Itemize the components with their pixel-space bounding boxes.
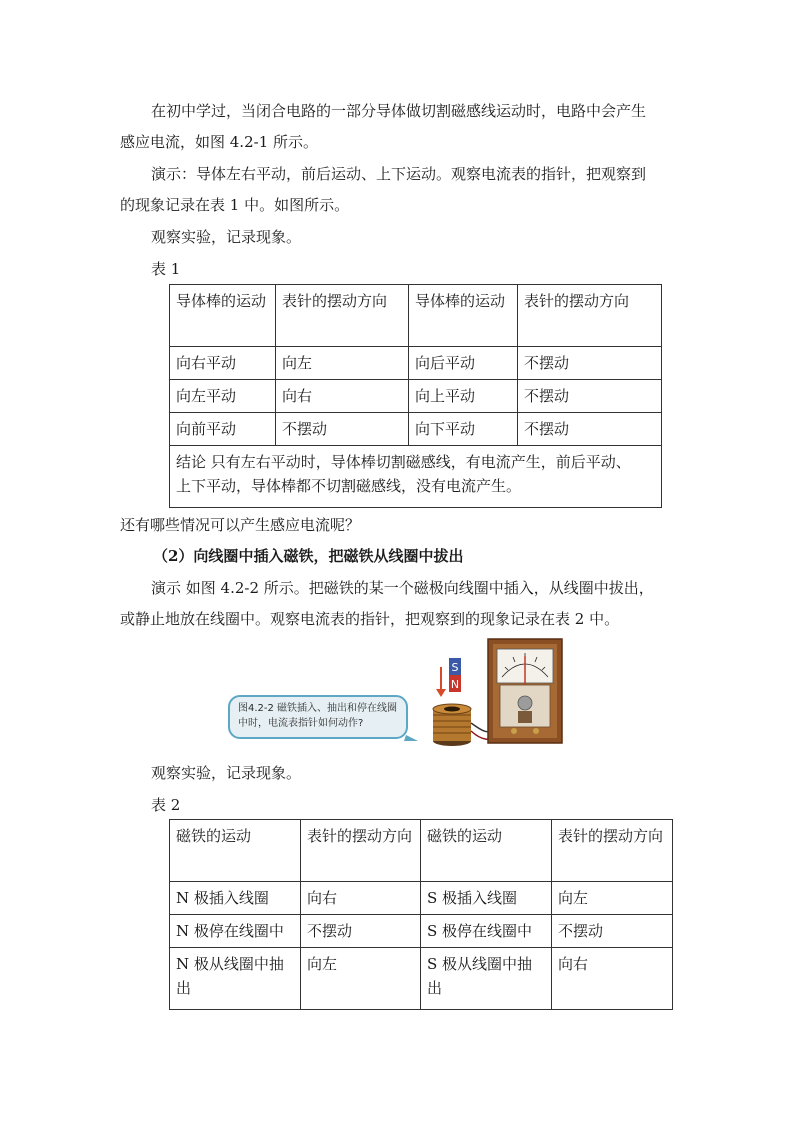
caption-tail (404, 735, 418, 741)
demo1-line-1: 演示：导体左右平动，前后运动、上下运动。观察电流表的指针，把观察到 (151, 165, 647, 183)
table-cell: 向后平动 (409, 347, 518, 380)
table-row (170, 380, 662, 413)
table-header-cell: 表针的摆动方向 (276, 285, 409, 347)
table-cell: N 极插入线圈 (170, 882, 301, 915)
observe-text-2: 观察实验，记录现象。 (151, 764, 302, 782)
bar-magnet (449, 658, 461, 692)
intro-line-2: 感应电流，如图 4.2-1 所示。 (120, 133, 319, 151)
table-row (170, 915, 673, 948)
table-conclusion-cell (170, 446, 662, 508)
table-cell: 向前平动 (170, 413, 276, 446)
table-cell: 向左 (276, 347, 409, 380)
table-cell: 向右 (276, 380, 409, 413)
table-cell: N 极停在线圈中 (170, 915, 301, 948)
table-cell: 不摆动 (301, 915, 421, 948)
coil (433, 704, 471, 746)
demo2-line-1: 演示 如图 4.2-2 所示。把磁铁的某一个磁极向线圈中插入，从线圈中拔出， (151, 579, 654, 597)
table-header-row (170, 820, 673, 882)
table-row (170, 413, 662, 446)
table-cell: 向右 (301, 882, 421, 915)
table-cell: 向左平动 (170, 380, 276, 413)
table-row (170, 882, 673, 915)
magnet-s-label: S (451, 661, 459, 674)
table-header-cell: 磁铁的运动 (421, 820, 552, 882)
demo1-line-2: 的现象记录在表 1 中。如图所示。 (120, 196, 350, 214)
galvanometer (488, 639, 562, 743)
table-cell: 不摆动 (518, 413, 662, 446)
table-cell: 不摆动 (552, 915, 673, 948)
conclusion-line-1: 结论 只有左右平动时，导体棒切割磁感线，有电流产生，前后平动、 (176, 453, 631, 471)
table-cell: 不摆动 (518, 380, 662, 413)
table-cell: 不摆动 (276, 413, 409, 446)
demo2-line-2: 或静止地放在线圈中。观察电流表的指针，把观察到的现象记录在表 2 中。 (120, 610, 620, 628)
table-cell: 向左 (552, 882, 673, 915)
table-header-cell: 表针的摆动方向 (552, 820, 673, 882)
table-header-cell: 导体棒的运动 (170, 285, 276, 347)
table-row (170, 948, 673, 1010)
table-conclusion-row (170, 446, 662, 508)
table-header-row (170, 285, 662, 347)
table-row (170, 347, 662, 380)
table-cell: 向右 (552, 948, 673, 1010)
motion-arrow-icon (436, 667, 446, 697)
table2-title: 表 2 (151, 796, 181, 814)
table-2 (169, 819, 673, 1010)
table-header-cell: 表针的摆动方向 (518, 285, 662, 347)
table-cell: 向下平动 (409, 413, 518, 446)
table1-title: 表 1 (151, 260, 181, 278)
table-header-cell: 表针的摆动方向 (301, 820, 421, 882)
table-header-cell: 导体棒的运动 (409, 285, 518, 347)
table-cell: S 极停在线圈中 (421, 915, 552, 948)
section-heading: （2）向线圈中插入磁铁，把磁铁从线圈中拔出 (153, 547, 464, 565)
table-cell: 向右平动 (170, 347, 276, 380)
conclusion-line-2: 上下平动，导体棒都不切割磁感线，没有电流产生。 (176, 477, 522, 495)
table-cell: 向上平动 (409, 380, 518, 413)
table-1 (169, 284, 662, 508)
intro-line-1: 在初中学过，当闭合电路的一部分导体做切割磁感线运动时，电路中会产生 (151, 102, 647, 120)
figure-caption: 图4.2-2 磁铁插入、抽出和停在线圈中时，电流表指针如何动作? (228, 695, 408, 739)
table-cell: S 极从线圈中抽出 (421, 948, 552, 1010)
question-text: 还有哪些情况可以产生感应电流呢？ (120, 516, 361, 534)
table-cell: S 极插入线圈 (421, 882, 552, 915)
observe-text-1: 观察实验，记录现象。 (151, 228, 302, 246)
table-cell: 向左 (301, 948, 421, 1010)
magnet-n-label: N (450, 678, 460, 691)
table-cell: 不摆动 (518, 347, 662, 380)
figure-4-2-2 (228, 637, 564, 747)
table-header-cell: 磁铁的运动 (170, 820, 301, 882)
experiment-illustration (228, 637, 564, 747)
table-cell: N 极从线圈中抽出 (170, 948, 301, 1010)
